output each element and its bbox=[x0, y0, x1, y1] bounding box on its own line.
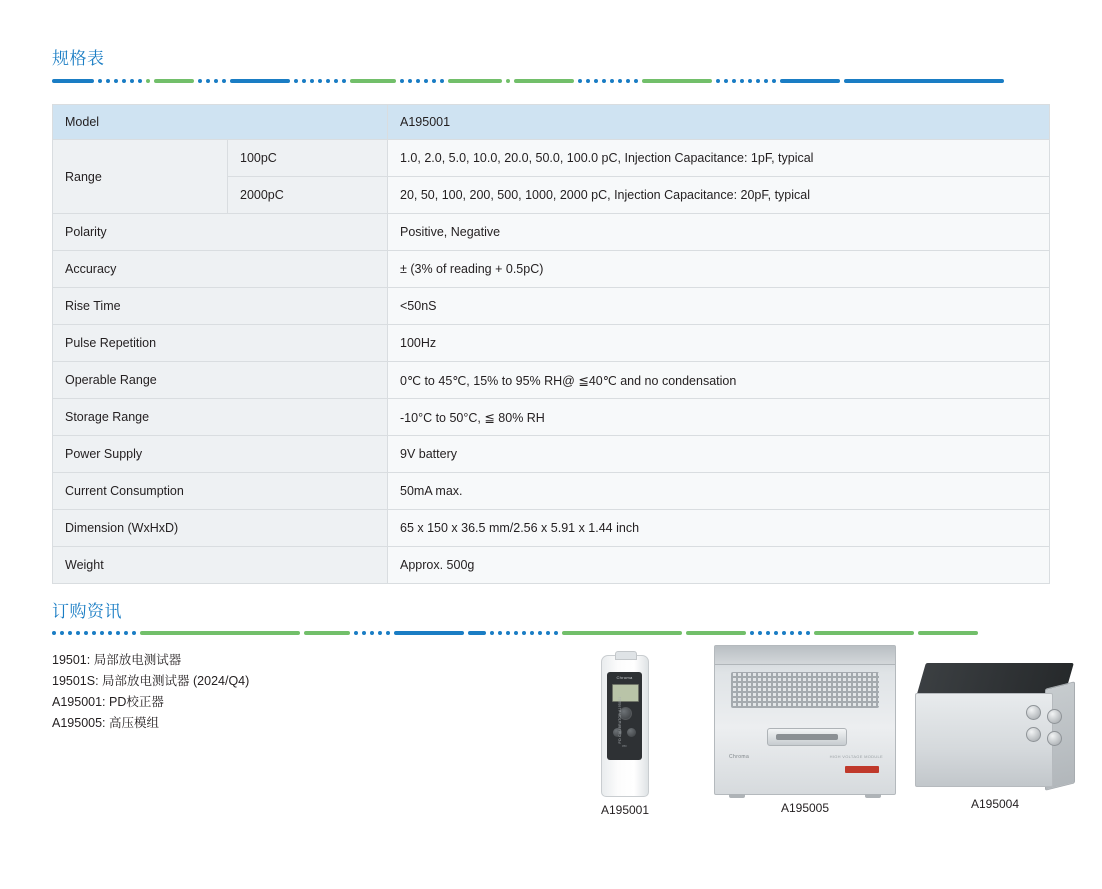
rule-segment bbox=[758, 631, 762, 635]
handheld-top-nub-icon bbox=[615, 651, 637, 660]
rule-segment bbox=[378, 631, 382, 635]
product-a195004 bbox=[910, 663, 1080, 811]
rule-segment bbox=[106, 79, 110, 83]
table-cell-label: Storage Range bbox=[53, 399, 388, 436]
list-item: 19501: 局部放电测试器 bbox=[52, 653, 182, 667]
rule-segment bbox=[440, 79, 444, 83]
ordering-information-list bbox=[52, 650, 249, 734]
rule-segment bbox=[724, 79, 728, 83]
module-connector-icon bbox=[1047, 709, 1062, 724]
table-cell-value: -10°C to 50°C, ≦ 80% RH bbox=[388, 399, 1050, 436]
rule-segment bbox=[334, 79, 338, 83]
table-cell-value: 100Hz bbox=[388, 325, 1050, 362]
rule-segment bbox=[748, 79, 752, 83]
rule-segment bbox=[52, 79, 94, 83]
rule-segment bbox=[772, 79, 776, 83]
rule-segment bbox=[370, 631, 374, 635]
rule-segment bbox=[304, 631, 350, 635]
table-cell-value: <50nS bbox=[388, 288, 1050, 325]
table-row bbox=[53, 214, 1050, 251]
rule-segment bbox=[586, 79, 590, 83]
rule-segment bbox=[342, 79, 346, 83]
rule-segment bbox=[594, 79, 598, 83]
module-connector-icon bbox=[1026, 705, 1041, 720]
product-caption: A195005 bbox=[780, 801, 830, 815]
rule-segment bbox=[394, 631, 464, 635]
product-caption: A195001 bbox=[600, 803, 650, 817]
rule-segment bbox=[206, 79, 210, 83]
rule-segment bbox=[522, 631, 526, 635]
rule-segment bbox=[626, 79, 630, 83]
rule-segment bbox=[138, 79, 142, 83]
rule-segment bbox=[84, 631, 88, 635]
rack-foot-right-icon bbox=[865, 794, 881, 798]
list-item: A195005: 高压模组 bbox=[52, 716, 159, 730]
handheld-faceplate bbox=[607, 672, 642, 760]
rule-segment bbox=[326, 79, 330, 83]
rule-segment bbox=[140, 631, 300, 635]
order-decorative-rule bbox=[52, 630, 1050, 635]
rule-segment bbox=[756, 79, 760, 83]
rule-segment bbox=[362, 631, 366, 635]
rule-segment bbox=[132, 631, 136, 635]
rack-model-label: HIGH VOLTAGE MODULE bbox=[829, 754, 883, 759]
handheld-button-right-icon bbox=[627, 728, 636, 737]
table-row bbox=[53, 510, 1050, 547]
rule-segment bbox=[538, 631, 542, 635]
rule-segment bbox=[610, 79, 614, 83]
table-cell-label: Dimension (WxHxD) bbox=[53, 510, 388, 547]
table-cell-label: Range bbox=[53, 140, 228, 214]
table-row bbox=[53, 325, 1050, 362]
table-cell-label: Polarity bbox=[53, 214, 388, 251]
rack-foot-left-icon bbox=[729, 794, 745, 798]
rack-connector-port-icon bbox=[767, 728, 847, 746]
rule-segment bbox=[92, 631, 96, 635]
spec-section-title: 规格表 bbox=[52, 49, 105, 68]
rule-segment bbox=[100, 631, 104, 635]
table-cell-value: 9V battery bbox=[388, 436, 1050, 473]
spec-decorative-rule bbox=[52, 78, 1050, 83]
rule-segment bbox=[424, 79, 428, 83]
rack-brand-label: Chroma bbox=[729, 754, 750, 760]
table-row bbox=[53, 140, 1050, 177]
table-cell-value: 0℃ to 45℃, 15% to 95% RH@ ≦40℃ and no condensation bbox=[388, 362, 1050, 399]
order-section-title: 订购资讯 bbox=[52, 602, 122, 621]
rule-segment bbox=[122, 79, 126, 83]
rule-segment bbox=[108, 631, 112, 635]
rule-segment bbox=[506, 79, 510, 83]
table-row bbox=[53, 105, 1050, 140]
rule-segment bbox=[716, 79, 720, 83]
rack-vent-grille-icon bbox=[731, 672, 879, 708]
table-cell-value: ± (3% of reading + 0.5pC) bbox=[388, 251, 1050, 288]
table-cell-label: Model bbox=[53, 105, 388, 140]
rule-segment bbox=[386, 631, 390, 635]
rule-segment bbox=[740, 79, 744, 83]
rule-segment bbox=[814, 631, 914, 635]
rule-segment bbox=[146, 79, 150, 83]
rule-segment bbox=[60, 631, 64, 635]
product-images bbox=[520, 645, 1080, 835]
rule-segment bbox=[318, 79, 322, 83]
rule-segment bbox=[750, 631, 754, 635]
table-row bbox=[53, 288, 1050, 325]
rule-segment bbox=[52, 631, 56, 635]
rule-segment bbox=[198, 79, 202, 83]
rule-segment bbox=[782, 631, 786, 635]
rule-segment bbox=[76, 631, 80, 635]
rule-segment bbox=[294, 79, 298, 83]
table-row bbox=[53, 362, 1050, 399]
rack-module-image bbox=[714, 645, 896, 795]
rule-segment bbox=[514, 631, 518, 635]
table-cell-label: Power Supply bbox=[53, 436, 388, 473]
rule-segment bbox=[498, 631, 502, 635]
product-a195005 bbox=[710, 645, 900, 815]
table-cell-label: Rise Time bbox=[53, 288, 388, 325]
handheld-small-label: PD bbox=[622, 744, 627, 748]
module-connector-icon bbox=[1047, 731, 1062, 746]
rule-segment bbox=[546, 631, 550, 635]
rule-segment bbox=[766, 631, 770, 635]
table-cell-label: Pulse Repetition bbox=[53, 325, 388, 362]
rule-segment bbox=[432, 79, 436, 83]
rule-segment bbox=[642, 79, 712, 83]
rule-segment bbox=[602, 79, 606, 83]
table-cell-value: 1.0, 2.0, 5.0, 10.0, 20.0, 50.0, 100.0 pC, Injection Capacitance: 1pF, typical bbox=[388, 140, 1050, 177]
rule-segment bbox=[130, 79, 134, 83]
product-a195001 bbox=[555, 655, 695, 817]
rule-segment bbox=[514, 79, 574, 83]
rule-segment bbox=[408, 79, 412, 83]
table-cell-value: Positive, Negative bbox=[388, 214, 1050, 251]
rule-segment bbox=[114, 79, 118, 83]
rule-segment bbox=[562, 631, 682, 635]
table-cell-value: A195001 bbox=[388, 105, 1050, 140]
rule-segment bbox=[400, 79, 404, 83]
rule-segment bbox=[350, 79, 396, 83]
rack-warning-label-icon bbox=[845, 766, 879, 773]
rack-top-face bbox=[715, 646, 895, 665]
rule-segment bbox=[302, 79, 306, 83]
table-row bbox=[53, 473, 1050, 510]
table-cell-sublabel: 2000pC bbox=[228, 177, 388, 214]
table-cell-value: 65 x 150 x 36.5 mm/2.56 x 5.91 x 1.44 inch bbox=[388, 510, 1050, 547]
rule-segment bbox=[230, 79, 290, 83]
rule-segment bbox=[790, 631, 794, 635]
table-row bbox=[53, 436, 1050, 473]
specification-table bbox=[52, 104, 1050, 584]
rule-segment bbox=[68, 631, 72, 635]
table-cell-value: 20, 50, 100, 200, 500, 1000, 2000 pC, Injection Capacitance: 20pF, typical bbox=[388, 177, 1050, 214]
handheld-screen bbox=[612, 684, 639, 702]
table-cell-label: Current Consumption bbox=[53, 473, 388, 510]
table-cell-label: Operable Range bbox=[53, 362, 388, 399]
module-connector-icon bbox=[1026, 727, 1041, 742]
table-cell-sublabel: 100pC bbox=[228, 140, 388, 177]
rule-segment bbox=[222, 79, 226, 83]
rule-segment bbox=[354, 631, 358, 635]
handheld-calibrator-image bbox=[601, 655, 649, 797]
rule-segment bbox=[506, 631, 510, 635]
table-cell-label: Weight bbox=[53, 547, 388, 584]
rule-segment bbox=[416, 79, 420, 83]
table-cell-value: Approx. 500g bbox=[388, 547, 1050, 584]
rule-segment bbox=[530, 631, 534, 635]
rule-segment bbox=[490, 631, 494, 635]
rule-segment bbox=[578, 79, 582, 83]
rule-segment bbox=[918, 631, 978, 635]
rule-segment bbox=[214, 79, 218, 83]
handheld-side-label: PD CALIBRATOR A195001 bbox=[618, 696, 622, 744]
table-row bbox=[53, 547, 1050, 584]
device-brand-label: Chroma bbox=[616, 675, 633, 680]
rule-segment bbox=[806, 631, 810, 635]
list-item: A195001: PD校正器 bbox=[52, 695, 164, 709]
rule-segment bbox=[124, 631, 128, 635]
table-cell-value: 50mA max. bbox=[388, 473, 1050, 510]
rule-segment bbox=[774, 631, 778, 635]
product-caption: A195004 bbox=[970, 797, 1020, 811]
rule-segment bbox=[686, 631, 746, 635]
rule-segment bbox=[780, 79, 840, 83]
table-cell-label: Accuracy bbox=[53, 251, 388, 288]
rule-segment bbox=[732, 79, 736, 83]
rule-segment bbox=[764, 79, 768, 83]
list-item: 19501S: 局部放电测试器 (2024/Q4) bbox=[52, 674, 250, 688]
rule-segment bbox=[554, 631, 558, 635]
rule-segment bbox=[634, 79, 638, 83]
rule-segment bbox=[844, 79, 1004, 83]
rule-segment bbox=[116, 631, 120, 635]
table-row bbox=[53, 399, 1050, 436]
rule-segment bbox=[798, 631, 802, 635]
rule-segment bbox=[98, 79, 102, 83]
table-row bbox=[53, 251, 1050, 288]
rule-segment bbox=[310, 79, 314, 83]
rule-segment bbox=[618, 79, 622, 83]
hv-module-image bbox=[915, 663, 1075, 791]
rule-segment bbox=[154, 79, 194, 83]
rule-segment bbox=[448, 79, 502, 83]
rule-segment bbox=[468, 631, 486, 635]
